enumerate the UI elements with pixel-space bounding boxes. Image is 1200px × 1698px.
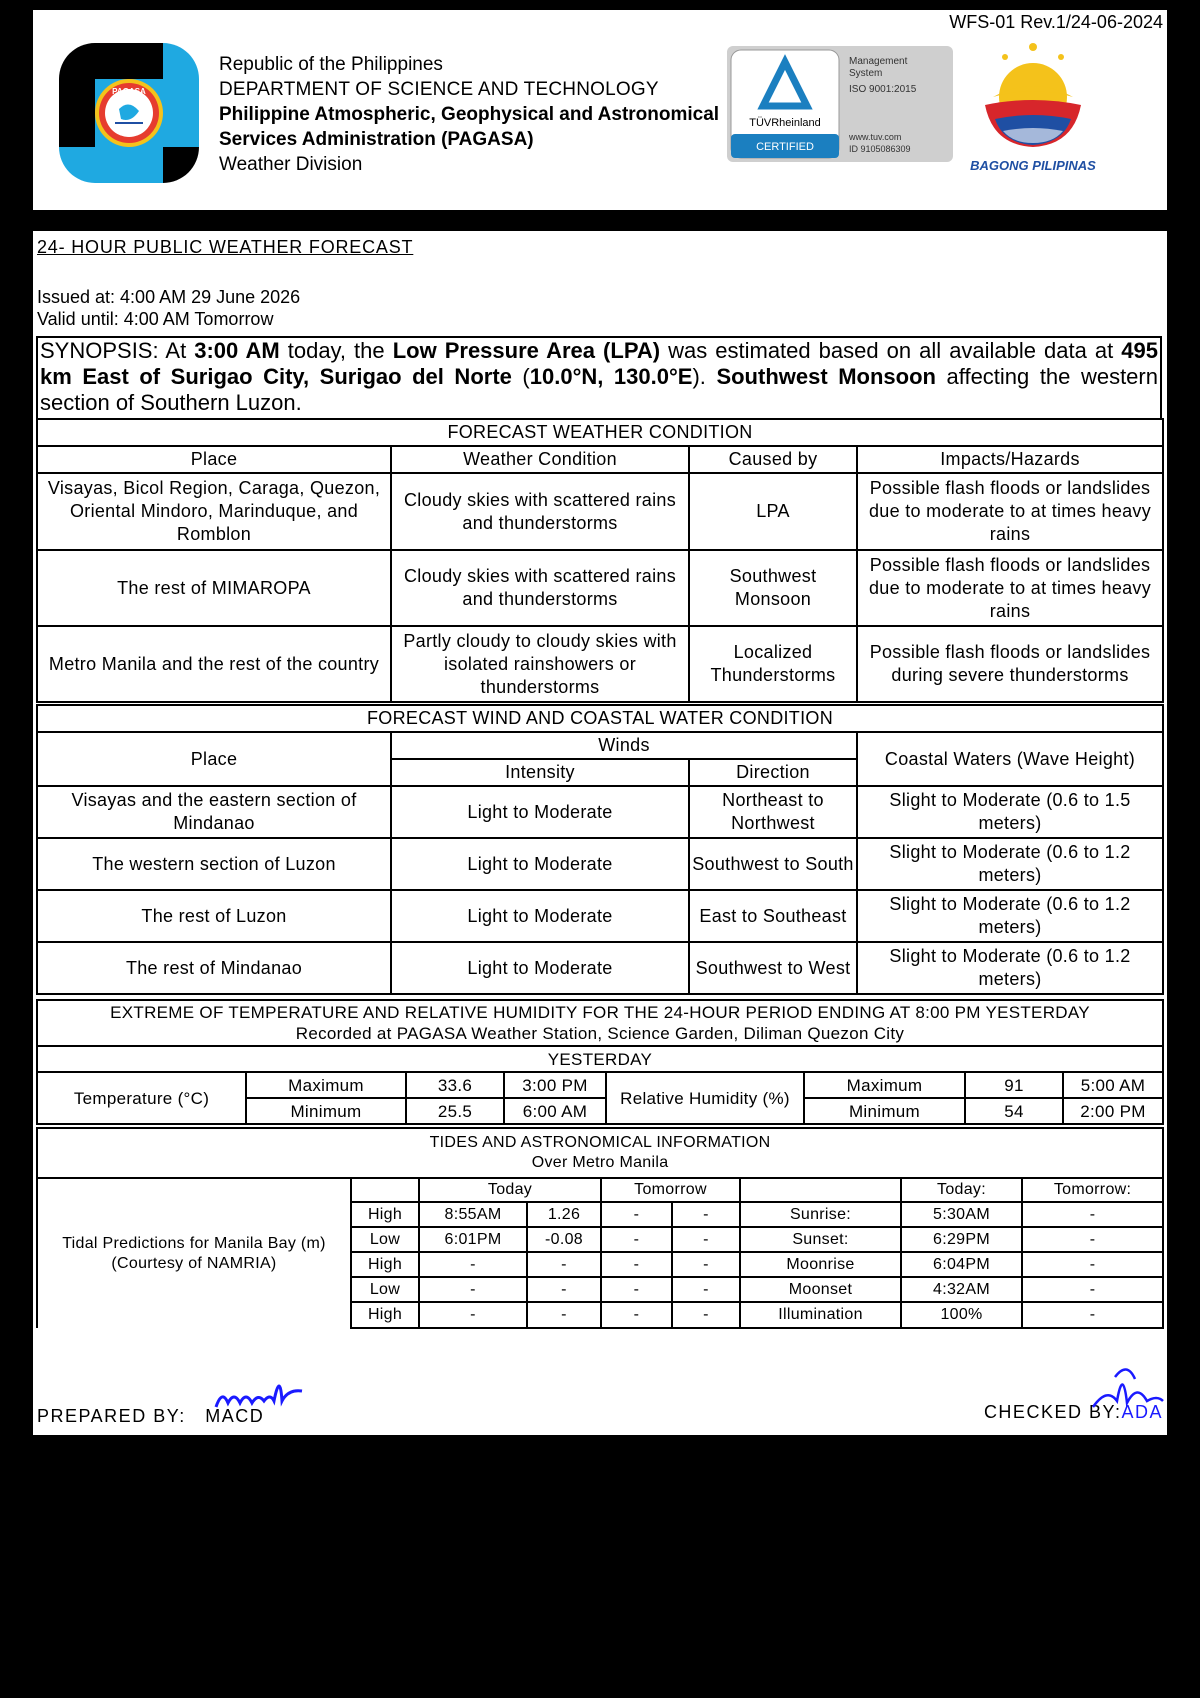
svg-text:ID 9105086309: ID 9105086309: [849, 144, 911, 154]
extremes-header: [37, 1000, 1163, 1046]
astro-event: Sunset:: [740, 1227, 901, 1252]
max-label: Maximum: [246, 1072, 406, 1098]
tide-height-today: -: [527, 1302, 601, 1328]
today-header: Today: [419, 1178, 601, 1202]
section-title: EXTREME OF TEMPERATURE AND RELATIVE HUMIDITY FOR THE 24-HOUR PERIOD ENDING AT 8:00 PM YESTERDAY: [110, 1003, 1090, 1022]
synopsis-text: ).: [692, 364, 717, 389]
table-row: [37, 838, 1163, 890]
synopsis-text: was estimated based on all available data at: [660, 338, 1122, 363]
issuance-block: [37, 286, 300, 330]
synopsis-text: today, the: [279, 338, 393, 363]
astro-tomorrow: -: [1022, 1252, 1163, 1277]
tide-time-today: -: [419, 1302, 527, 1328]
svg-text:www.tuv.com: www.tuv.com: [849, 132, 902, 142]
astro-today: 6:04PM: [901, 1252, 1022, 1277]
tide-height-today: -: [527, 1277, 601, 1302]
blank-cell: [740, 1178, 901, 1202]
column-header: Winds: [391, 732, 857, 759]
prepared-signature-icon: [212, 1367, 312, 1417]
column-header: Coastal Waters (Wave Height): [857, 732, 1163, 786]
astro-event: Sunrise:: [740, 1202, 901, 1227]
tides-astronomical-table: [36, 1127, 1164, 1329]
tidal-predictions-label: Tidal Predictions for Manila Bay (m) (Courtesy of NAMRIA): [37, 1178, 351, 1328]
checked-by-name: ADA: [1121, 1402, 1163, 1422]
tide-time-tomorrow: -: [601, 1202, 672, 1227]
column-header: Caused by: [689, 446, 857, 473]
rh-min-time: 2:00 PM: [1063, 1098, 1163, 1124]
prepared-by-name: MACD: [205, 1406, 265, 1426]
header-panel: [33, 10, 1167, 210]
table-cell: Cloudy skies with scattered rains and thunderstorms: [391, 550, 689, 626]
period-label: YESTERDAY: [37, 1046, 1163, 1072]
extremes-table: [36, 999, 1164, 1125]
table-cell: Southwest to West: [689, 942, 857, 994]
table-cell: Light to Moderate: [391, 838, 689, 890]
table-cell: Visayas and the eastern section of Mindanao: [37, 786, 391, 838]
tide-time-today: 6:01PM: [419, 1227, 527, 1252]
synopsis-location: 495 km East of Surigao City, Surigao del Norte: [40, 338, 1159, 389]
weather-condition-table: [36, 418, 1164, 703]
table-cell: The rest of MIMAROPA: [37, 550, 391, 626]
table-cell: Light to Moderate: [391, 942, 689, 994]
blank-cell: [351, 1178, 419, 1202]
document-code: WFS-01 Rev.1/24-06-2024: [949, 12, 1163, 32]
table-cell: The rest of Mindanao: [37, 942, 391, 994]
max-label: Maximum: [804, 1072, 965, 1098]
tide-time-today: 8:55AM: [419, 1202, 527, 1227]
tide-height-today: -0.08: [527, 1227, 601, 1252]
astro-event: Moonrise: [740, 1252, 901, 1277]
table-cell: Slight to Moderate (0.6 to 1.2 meters): [857, 838, 1163, 890]
astro-tomorrow: -: [1022, 1227, 1163, 1252]
humidity-label: Relative Humidity (%): [606, 1072, 804, 1124]
temp-min-time: 6:00 AM: [504, 1098, 606, 1124]
tide-height-tomorrow: -: [672, 1252, 740, 1277]
table-row: [37, 473, 1163, 550]
astro-today: 5:30AM: [901, 1202, 1022, 1227]
tide-type: Low: [351, 1277, 419, 1302]
table-row: [37, 626, 1163, 702]
temperature-label: Temperature (°C): [37, 1072, 246, 1124]
column-header: Weather Condition: [391, 446, 689, 473]
sun-icon: [963, 35, 1103, 155]
astro-event: Moonset: [740, 1277, 901, 1302]
section-title: FORECAST WEATHER CONDITION: [37, 419, 1163, 446]
forecast-title: 24- HOUR PUBLIC WEATHER FORECAST: [37, 237, 414, 257]
tide-time-tomorrow: -: [601, 1227, 672, 1252]
astro-today: 100%: [901, 1302, 1022, 1328]
table-cell: Slight to Moderate (0.6 to 1.2 meters): [857, 890, 1163, 942]
astro-tomorrow: -: [1022, 1277, 1163, 1302]
synopsis-text: (: [511, 364, 530, 389]
astro-today-header: Today:: [901, 1178, 1022, 1202]
svg-text:Management: Management: [849, 56, 908, 67]
tide-time-today: -: [419, 1252, 527, 1277]
tide-time-today: -: [419, 1277, 527, 1302]
tides-header: [37, 1128, 1163, 1178]
table-cell: Partly cloudy to cloudy skies with isolated rainshowers or thunderstorms: [391, 626, 689, 702]
column-header: Direction: [689, 759, 857, 786]
column-header: Intensity: [391, 759, 689, 786]
table-cell: The western section of Luzon: [37, 838, 391, 890]
tide-type: High: [351, 1252, 419, 1277]
bagong-pilipinas-logo: [963, 35, 1103, 175]
svg-text:CERTIFIED: CERTIFIED: [756, 141, 814, 153]
agency-line-pagasa-2: Services Administration (PAGASA): [219, 129, 534, 150]
agency-line-republic: Republic of the Philippines: [219, 54, 443, 75]
table-row: [37, 786, 1163, 838]
synopsis: [36, 336, 1162, 420]
tide-height-today: 1.26: [527, 1202, 601, 1227]
astro-tomorrow-header: Tomorrow:: [1022, 1178, 1163, 1202]
rh-max-value: 91: [965, 1072, 1063, 1098]
column-header: Place: [37, 732, 391, 786]
table-row: [37, 942, 1163, 994]
bagong-pilipinas-label: BAGONG PILIPINAS: [970, 158, 1096, 173]
tide-height-today: -: [527, 1252, 601, 1277]
synopsis-time: 3:00 AM: [194, 338, 280, 363]
issued-at: Issued at: 4:00 AM 29 June 2026: [37, 287, 301, 307]
table-cell: Southwest to South: [689, 838, 857, 890]
min-label: Minimum: [246, 1098, 406, 1124]
tide-type: High: [351, 1302, 419, 1328]
wind-coastal-table: [36, 704, 1164, 995]
rh-max-time: 5:00 AM: [1063, 1072, 1163, 1098]
column-header: Place: [37, 446, 391, 473]
svg-text:TÜVRheinland: TÜVRheinland: [749, 117, 821, 129]
agency-line-dost: DEPARTMENT OF SCIENCE AND TECHNOLOGY: [219, 79, 659, 100]
table-cell: Cloudy skies with scattered rains and thunderstorms: [391, 473, 689, 550]
section-title: TIDES AND ASTRONOMICAL INFORMATION: [429, 1134, 771, 1151]
temp-max-time: 3:00 PM: [504, 1072, 606, 1098]
table-cell: Localized Thunderstorms: [689, 626, 857, 702]
table-cell: Northeast to Northwest: [689, 786, 857, 838]
svg-text:System: System: [849, 68, 883, 79]
temp-min-value: 25.5: [406, 1098, 504, 1124]
tide-time-tomorrow: -: [601, 1302, 672, 1328]
svg-text:ISO 9001:2015: ISO 9001:2015: [849, 84, 917, 95]
synopsis-system: Low Pressure Area (LPA): [392, 338, 661, 363]
tomorrow-header: Tomorrow: [601, 1178, 740, 1202]
agency-block: [219, 52, 719, 177]
table-cell: Possible flash floods or landslides due to moderate to at times heavy rains: [857, 550, 1163, 626]
table-cell: Slight to Moderate (0.6 to 1.2 meters): [857, 942, 1163, 994]
tide-height-tomorrow: -: [672, 1202, 740, 1227]
section-subtitle: Over Metro Manila: [531, 1154, 669, 1171]
table-cell: East to Southeast: [689, 890, 857, 942]
checked-by-label: CHECKED BY:: [983, 1402, 1122, 1422]
tide-height-tomorrow: -: [672, 1302, 740, 1328]
tide-type: Low: [351, 1227, 419, 1252]
table-cell: LPA: [689, 473, 857, 550]
table-cell: Possible flash floods or landslides due to moderate to at times heavy rains: [857, 473, 1163, 550]
section-subtitle: Recorded at PAGASA Weather Station, Science Garden, Diliman Quezon City: [295, 1024, 905, 1043]
tuv-certification-badge: [727, 46, 953, 162]
astro-today: 4:32AM: [901, 1277, 1022, 1302]
table-cell: Light to Moderate: [391, 786, 689, 838]
min-label: Minimum: [804, 1098, 965, 1124]
table-cell: Possible flash floods or landslides during severe thunderstorms: [857, 626, 1163, 702]
synopsis-text: affecting the western section of Southern Luzon.: [40, 364, 1158, 415]
agency-line-pagasa-1: Philippine Atmospheric, Geophysical and Astronomical: [219, 104, 720, 125]
prepared-by-label: PREPARED BY:: [37, 1406, 186, 1426]
column-header: Impacts/Hazards: [857, 446, 1163, 473]
forecast-panel: [33, 231, 1167, 1435]
signature-area: [37, 1371, 1163, 1435]
section-title: FORECAST WIND AND COASTAL WATER CONDITION: [37, 705, 1163, 732]
agency-line-division: Weather Division: [219, 154, 363, 175]
table-cell: Visayas, Bicol Region, Caraga, Quezon, Oriental Mindoro, Marinduque, and Romblon: [37, 473, 391, 550]
tide-height-tomorrow: -: [672, 1277, 740, 1302]
astro-event: Illumination: [740, 1302, 901, 1328]
valid-until: Valid until: 4:00 AM Tomorrow: [37, 309, 274, 329]
table-cell: The rest of Luzon: [37, 890, 391, 942]
astro-tomorrow: -: [1022, 1202, 1163, 1227]
table-cell: Southwest Monsoon: [689, 550, 857, 626]
temp-max-value: 33.6: [406, 1072, 504, 1098]
tide-height-tomorrow: -: [672, 1227, 740, 1252]
rh-min-value: 54: [965, 1098, 1063, 1124]
svg-text:PAGASA: PAGASA: [112, 87, 146, 96]
tide-time-tomorrow: -: [601, 1277, 672, 1302]
table-row: [37, 550, 1163, 626]
pagasa-logo: [55, 39, 203, 187]
table-cell: Metro Manila and the rest of the country: [37, 626, 391, 702]
table-cell: Light to Moderate: [391, 890, 689, 942]
table-cell: Slight to Moderate (0.6 to 1.5 meters): [857, 786, 1163, 838]
synopsis-text: SYNOPSIS: At: [40, 338, 195, 363]
synopsis-coordinates: 10.0°N, 130.0°E: [529, 364, 693, 389]
tide-type: High: [351, 1202, 419, 1227]
astro-today: 6:29PM: [901, 1227, 1022, 1252]
synopsis-monsoon: Southwest Monsoon: [716, 364, 936, 389]
tide-time-tomorrow: -: [601, 1252, 672, 1277]
checked-signature-icon: [1087, 1357, 1167, 1417]
astro-tomorrow: -: [1022, 1302, 1163, 1328]
table-row: [37, 890, 1163, 942]
